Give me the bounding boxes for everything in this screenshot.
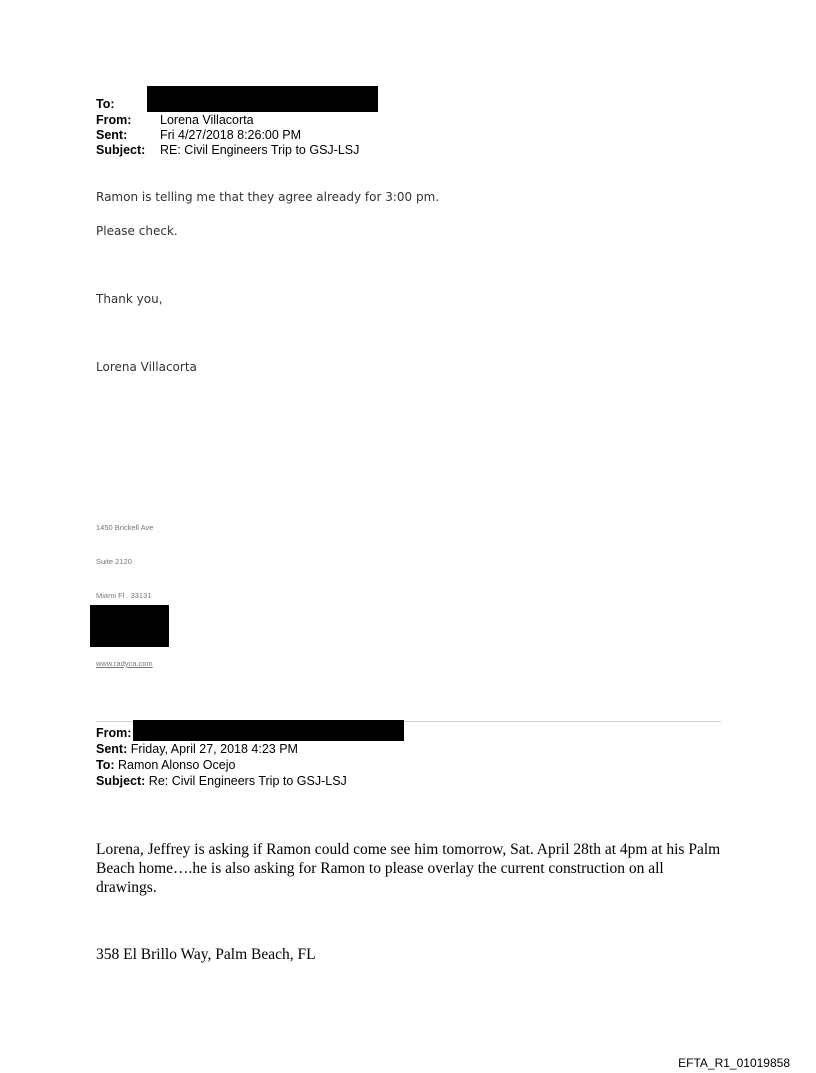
email2-from-line (96, 725, 131, 741)
website-link[interactable]: www.radyca.com (96, 659, 153, 668)
document-id: EFTA_R1_01019858 (678, 1056, 790, 1070)
sent-label: Sent: (96, 128, 128, 142)
email2-address-line: 358 El Brillo Way, Palm Beach, FL (96, 946, 316, 963)
subject-label: Subject: (96, 143, 146, 157)
email2-subject-line (96, 773, 347, 789)
from-label: From: (96, 113, 132, 127)
address-line-1: 1450 Brickell Ave (96, 523, 154, 532)
email2-to-value: Ramon Alonso Ocejo (118, 758, 236, 772)
email2-sent-line (96, 741, 298, 757)
address-line-2: Suite 2120 (96, 557, 132, 566)
email2-sent-label: Sent: (96, 742, 128, 756)
subject-value: RE: Civil Engineers Trip to GSJ-LSJ (160, 143, 360, 157)
body-line-2: Please check. (96, 224, 178, 238)
body-line-3: Thank you, (96, 292, 163, 306)
redaction-to (147, 86, 378, 112)
redaction-signature (90, 605, 169, 647)
signature-name: Lorena Villacorta (96, 360, 197, 374)
address-line-3: Miami Fl . 33131 (96, 591, 152, 600)
email2-from-label: From: (96, 726, 132, 740)
email2-subject-value: Re: Civil Engineers Trip to GSJ-LSJ (148, 774, 347, 788)
redaction-from (133, 720, 404, 741)
email2-subject-label: Subject: (96, 774, 146, 788)
email2-sent-value: Friday, April 27, 2018 4:23 PM (130, 742, 298, 756)
from-value: Lorena Villacorta (160, 113, 254, 127)
email2-body-paragraph: Lorena, Jeffrey is asking if Ramon could come see him tomorrow, Sat. April 28th at 4pm at his Palm Beach home….he is also asking for Ramon to please overlay the current construction on all drawings. (96, 841, 721, 896)
to-label: To: (96, 97, 115, 111)
email2-to-line (96, 757, 235, 773)
body-line-1: Ramon is telling me that they agree already for 3:00 pm. (96, 190, 440, 204)
sent-value: Fri 4/27/2018 8:26:00 PM (160, 128, 302, 142)
email2-to-label: To: (96, 758, 115, 772)
